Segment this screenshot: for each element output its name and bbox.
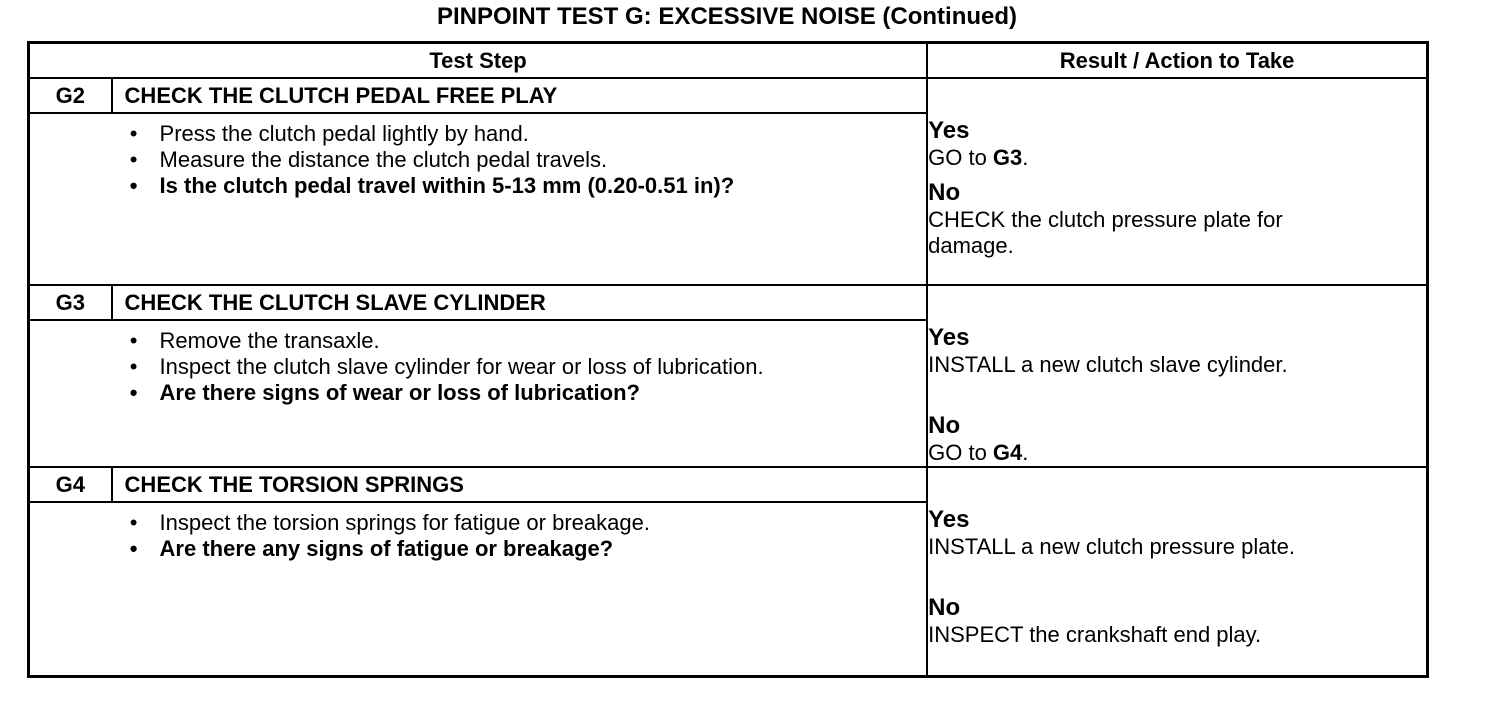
list-item: • Remove the transaxle. <box>129 328 380 353</box>
step-id: G3 <box>29 285 112 320</box>
step-g3-title-row <box>29 285 1428 320</box>
step-reference-link: G3 <box>992 145 1023 170</box>
table-header-row <box>29 43 1428 79</box>
step-g3-result <box>927 285 1427 467</box>
no-action: INSPECT the crankshaft end play. <box>928 622 1262 647</box>
yes-label: Yes <box>928 324 970 351</box>
step-g2-instructions <box>112 113 928 285</box>
yes-action: INSTALL a new clutch slave cylinder. <box>928 352 1288 377</box>
pinpoint-test-table <box>27 41 1429 678</box>
list-item: • Inspect the clutch slave cylinder for wear or loss of lubrication. <box>129 354 764 379</box>
yes-action: INSTALL a new clutch pressure plate. <box>928 534 1295 559</box>
list-item-question: • Are there signs of wear or loss of lubrication? <box>129 380 640 405</box>
page-title: PINPOINT TEST G: EXCESSIVE NOISE (Continued) <box>436 3 1018 30</box>
step-title: CHECK THE CLUTCH PEDAL FREE PLAY <box>112 78 928 113</box>
no-action: GO to G4. <box>928 440 1029 465</box>
step-id: G4 <box>29 467 112 502</box>
step-title: CHECK THE CLUTCH SLAVE CYLINDER <box>112 285 928 320</box>
step-g2-result <box>927 78 1427 285</box>
step-g4-result <box>927 467 1427 677</box>
step-reference-link: G4 <box>992 440 1023 465</box>
list-item: • Inspect the torsion springs for fatigue or breakage. <box>129 510 650 535</box>
list-item: • Measure the distance the clutch pedal travels. <box>129 147 608 172</box>
header-test-step: Test Step <box>29 43 928 79</box>
no-label: No <box>928 594 961 621</box>
step-title: CHECK THE TORSION SPRINGS <box>112 467 928 502</box>
list-item-question: • Are there any signs of fatigue or breakage? <box>129 536 614 561</box>
yes-action: GO to G3. <box>928 145 1029 170</box>
no-label: No <box>928 179 961 206</box>
step-g4-instructions <box>112 502 928 677</box>
step-g4-title-row <box>29 467 1428 502</box>
list-item: • Press the clutch pedal lightly by hand. <box>129 121 529 146</box>
list-item-question: • Is the clutch pedal travel within 5-13 mm (0.20-0.51 in)? <box>129 173 735 198</box>
no-label: No <box>928 412 961 439</box>
yes-label: Yes <box>928 117 970 144</box>
step-id: G2 <box>29 78 112 113</box>
yes-label: Yes <box>928 506 970 533</box>
no-action: CHECK the clutch pressure plate for damage. <box>928 207 1283 258</box>
header-result-action: Result / Action to Take <box>927 43 1427 79</box>
step-g3-instructions <box>112 320 928 467</box>
step-g2-title-row <box>29 78 1428 113</box>
